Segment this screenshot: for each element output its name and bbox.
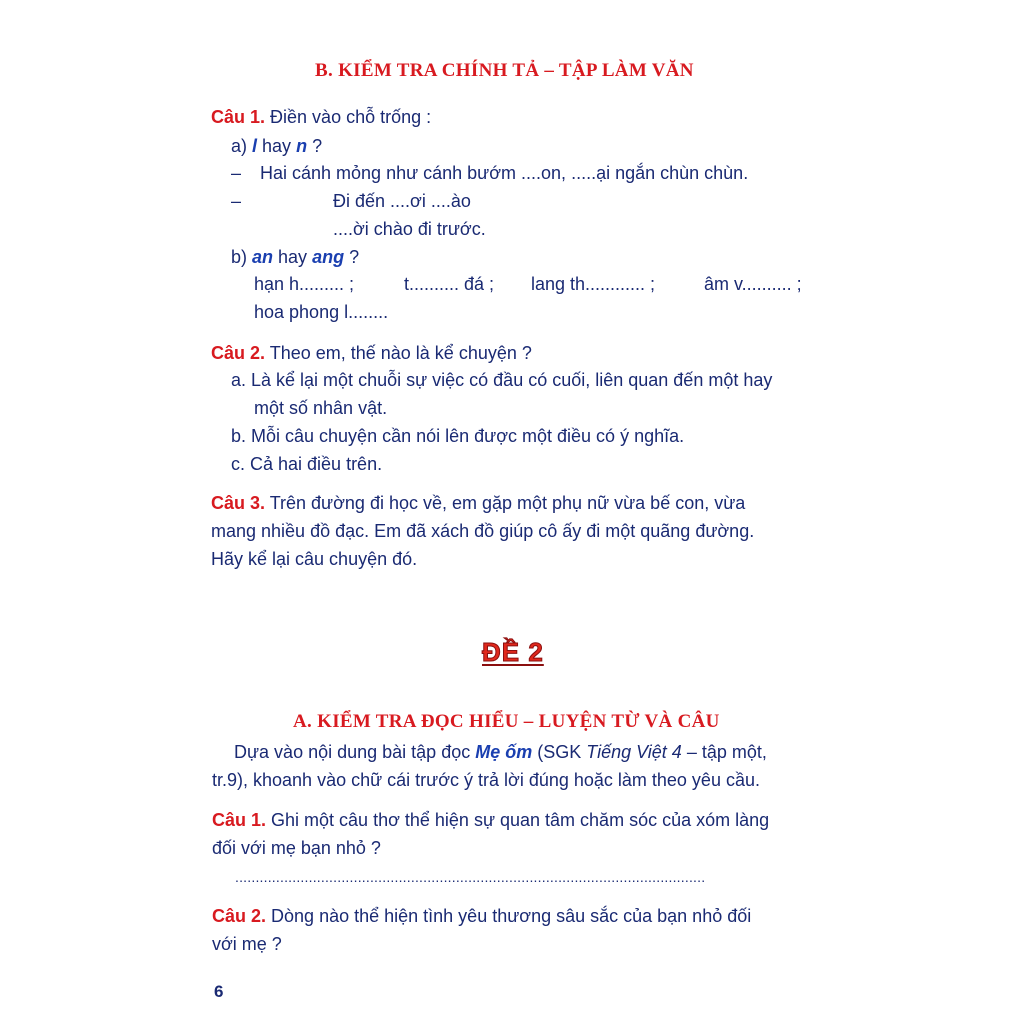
section-a-intro-line-2: tr.9), khoanh vào chữ cái trước ý trả lời đúng hoặc làm theo yêu cầu. [212, 770, 760, 790]
dash-2: – [231, 191, 242, 211]
page-number: 6 [214, 982, 224, 1001]
line-2-text: Đi đến ....ơi ....ào [333, 191, 471, 211]
question-3-line-2: mang nhiều đồ đạc. Em đã xách đồ giúp cô ấy đi một quãng đường. [211, 521, 755, 541]
fill-blank-3: lang th............ ; [531, 274, 656, 294]
part-prefix: a) [231, 136, 253, 156]
reading-title: Mẹ ốm [475, 742, 533, 762]
question-3-line-3: Hãy kể lại câu chuyện đó. [211, 549, 418, 569]
answer-c: c. Cả hai điều trên. [231, 454, 383, 474]
option-an: an [252, 247, 274, 267]
question-1-a [212, 809, 769, 831]
question-2-a [212, 905, 751, 927]
question-text: Theo em, thế nào là kể chuyện ? [265, 343, 532, 363]
part-mid: hay [257, 136, 297, 156]
question-2-a-line-2: với mẹ ? [212, 934, 282, 954]
part-b-label [231, 246, 359, 268]
fill-blank-2: t.......... đá ; [404, 274, 495, 294]
question-label: Câu 1. [211, 107, 266, 127]
question-3-b [211, 492, 745, 514]
question-text: Điền vào chỗ trống : [265, 107, 432, 127]
question-label: Câu 1. [212, 810, 267, 830]
fill-blank-4: âm v.......... ; [704, 274, 802, 294]
question-2-b [211, 342, 532, 364]
fill-blank-1: hạn h......... ; [254, 274, 355, 294]
intro-text: Dựa vào nội dung bài tập đọc [234, 742, 476, 762]
part-prefix: b) [231, 247, 253, 267]
option-n: n [296, 136, 308, 156]
question-1-a-line-2: đối với mẹ bạn nhỏ ? [212, 838, 381, 858]
question-label: Câu 3. [211, 493, 266, 513]
answer-b: b. Mỗi câu chuyện cần nói lên được một điều có ý nghĩa. [231, 426, 685, 446]
section-b-title: B. KIỂM TRA CHÍNH TẢ – TẬP LÀM VĂN [315, 60, 694, 81]
section-a-title: A. KIỂM TRA ĐỌC HIỂU – LUYỆN TỪ VÀ CÂU [293, 711, 720, 732]
intro-text: – tập một, [681, 742, 767, 762]
intro-text: (SGK [532, 742, 587, 762]
option-l: l [252, 136, 258, 156]
line-1-text: Hai cánh mỏng như cánh bướm ....on, .....ại ngắn chùn chùn. [260, 163, 749, 183]
question-label: Câu 2. [211, 343, 266, 363]
question-label: Câu 2. [212, 906, 267, 926]
part-suffix: ? [307, 136, 323, 156]
part-mid: hay [273, 247, 313, 267]
part-suffix: ? [344, 247, 360, 267]
book-title: Tiếng Việt 4 [586, 742, 682, 762]
question-1-b [211, 106, 431, 128]
question-text: Ghi một câu thơ thể hiện sự quan tâm chăm sóc của xóm làng [266, 810, 770, 830]
answer-a-line-1: a. Là kể lại một chuỗi sự việc có đầu có cuối, liên quan đến một hay [231, 370, 773, 390]
line-3-text: ....ời chào đi trước. [333, 219, 486, 239]
question-text: Dòng nào thể hiện tình yêu thương sâu sắc của bạn nhỏ đối [266, 906, 752, 926]
dash-1: – [231, 163, 242, 183]
section-a-intro-line-1 [234, 741, 767, 763]
exam-2-heading: ĐỀ 2 [482, 637, 544, 667]
answer-dotted-line: ................................................................................................................... [235, 869, 706, 885]
answer-a-line-2: một số nhân vật. [254, 398, 388, 418]
question-text: Trên đường đi học về, em gặp một phụ nữ vừa bế con, vừa [265, 493, 746, 513]
option-ang: ang [312, 247, 345, 267]
part-a-label [231, 135, 322, 157]
fill-blank-5: hoa phong l........ [254, 302, 389, 322]
